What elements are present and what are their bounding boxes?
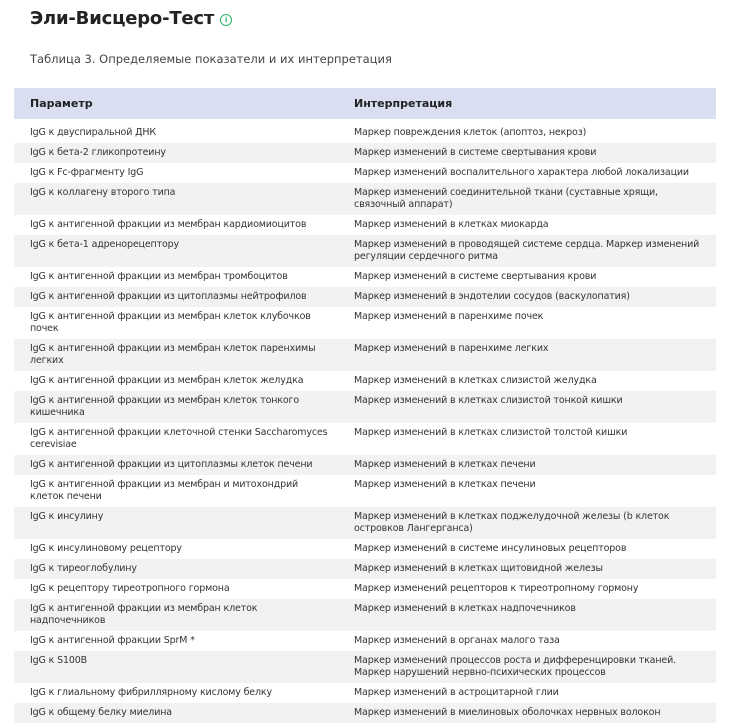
- table-row: [14, 163, 716, 183]
- table-row: [14, 539, 716, 559]
- interpretation-cell: Маркер изменений в эндотелии сосудов (васкулопатия): [340, 287, 716, 307]
- parameter-cell: IgG к антигенной фракции из мембран и митохондрий клеток печени: [30, 479, 299, 502]
- parameter-cell: IgG к двуспиральной ДНК: [30, 127, 156, 138]
- table-row: [14, 507, 716, 539]
- parameter-cell: IgG к глиальному фибриллярному кислому белку: [30, 687, 272, 698]
- table-body: [14, 119, 716, 723]
- interpretation-cell: Маркер изменений в паренхиме почек: [354, 311, 544, 322]
- table-row: [14, 307, 716, 339]
- page-title: Эли-Висцеро-Тест: [30, 8, 215, 29]
- interpretation-cell: Маркер изменений в клетках печени: [340, 455, 716, 475]
- title-row: [30, 8, 232, 29]
- table-row: [14, 391, 716, 423]
- table-row: [14, 143, 716, 163]
- parameter-cell: IgG к антигенной фракции из мембран клеток желудка: [30, 375, 304, 386]
- table-row: [14, 631, 716, 651]
- table-row: [14, 559, 716, 579]
- interpretation-cell: Маркер изменений в системе свертывания крови: [340, 143, 716, 163]
- parameter-cell: IgG к тиреоглобулину: [14, 559, 340, 579]
- table-row: [14, 423, 716, 455]
- table-row: [14, 215, 716, 235]
- table-row: [14, 703, 716, 723]
- interpretation-cell: Маркер изменений соединительной ткани (суставные хрящи, связочный аппарат): [340, 183, 716, 215]
- table-row: [14, 287, 716, 307]
- table-row: [14, 339, 716, 371]
- parameter-cell: IgG к антигенной фракции клеточной стенки Saccharomyces cerevisiae: [30, 427, 328, 450]
- table-row: [14, 683, 716, 703]
- interpretation-cell: Маркер повреждения клеток (апоптоз, некроз): [354, 127, 587, 138]
- parameter-cell: IgG к S100B: [14, 651, 340, 683]
- interpretation-cell: Маркер изменений в клетках поджелудочной железы (b клеток островков Лангерганса): [340, 507, 716, 539]
- interpretation-cell: Маркер изменений рецепторов к тиреотропному гормону: [354, 583, 639, 594]
- interpretation-cell: Маркер изменений в клетках слизистой толстой кишки: [354, 427, 628, 438]
- indicators-table: [14, 88, 716, 723]
- parameter-cell: IgG к общему белку миелина: [14, 703, 340, 723]
- interpretation-cell: Маркер изменений в клетках надпочечников: [340, 599, 716, 631]
- interpretation-cell: Маркер изменений в астроцитарной глии: [354, 687, 559, 698]
- table-row: [14, 475, 716, 507]
- interpretation-cell: Маркер изменений в проводящей системе сердца. Маркер изменений регуляции сердечного ритма: [340, 235, 716, 267]
- table-caption: Таблица 3. Определяемые показатели и их интерпретация: [30, 52, 392, 66]
- table-row: [14, 651, 716, 683]
- parameter-cell: IgG к антигенной фракции из мембран клеток паренхимы легких: [14, 339, 340, 371]
- parameter-cell: IgG к антигенной фракции из цитоплазмы клеток печени: [14, 455, 340, 475]
- interpretation-cell: Маркер изменений воспалительного характера любой локализации: [354, 167, 689, 178]
- table-row: [14, 267, 716, 287]
- interpretation-cell: Маркер изменений в системе свертывания крови: [354, 271, 597, 282]
- column-header-parameter: Параметр: [14, 88, 340, 119]
- parameter-cell: IgG к Fc-фрагменту IgG: [30, 167, 144, 178]
- parameter-cell: IgG к инсулину: [14, 507, 340, 539]
- parameter-cell: IgG к бета-2 гликопротеину: [14, 143, 340, 163]
- parameter-cell: IgG к бета-1 адренорецептору: [14, 235, 340, 267]
- table-row: [14, 119, 716, 143]
- parameter-cell: IgG к антигенной фракции из мембран клеток надпочечников: [14, 599, 340, 631]
- table-row: [14, 183, 716, 215]
- parameter-cell: IgG к антигенной фракции из мембран кардиомиоцитов: [30, 219, 307, 230]
- table-row: [14, 235, 716, 267]
- parameter-cell: IgG к антигенной фракции из цитоплазмы нейтрофилов: [14, 287, 340, 307]
- table-row: [14, 455, 716, 475]
- parameter-cell: IgG к антигенной фракции из мембран клеток тонкого кишечника: [14, 391, 340, 423]
- parameter-cell: IgG к рецептору тиреотропного гормона: [30, 583, 230, 594]
- interpretation-cell: Маркер изменений в клетках слизистой желудка: [354, 375, 597, 386]
- table-header-row: [14, 88, 716, 119]
- interpretation-cell: Маркер изменений в клетках слизистой тонкой кишки: [340, 391, 716, 423]
- interpretation-cell: Маркер изменений в миелиновых оболочках нервных волокон: [340, 703, 716, 723]
- interpretation-cell: Маркер изменений в клетках печени: [354, 479, 536, 490]
- interpretation-cell: Маркер изменений в клетках миокарда: [354, 219, 549, 230]
- parameter-cell: IgG к антигенной фракции SprM *: [30, 635, 195, 646]
- parameter-cell: IgG к антигенной фракции из мембран тромбоцитов: [30, 271, 288, 282]
- interpretation-cell: Маркер изменений в паренхиме легких: [340, 339, 716, 371]
- parameter-cell: IgG к антигенной фракции из мембран клеток клубочков почек: [30, 311, 311, 334]
- interpretation-cell: Маркер изменений в системе инсулиновых рецепторов: [354, 543, 627, 554]
- parameter-cell: IgG к коллагену второго типа: [14, 183, 340, 215]
- interpretation-cell: Маркер изменений в органах малого таза: [354, 635, 560, 646]
- table-row: [14, 579, 716, 599]
- table-row: [14, 599, 716, 631]
- info-icon[interactable]: i: [220, 14, 232, 26]
- parameter-cell: IgG к инсулиновому рецептору: [30, 543, 182, 554]
- interpretation-cell: Маркер изменений в клетках щитовидной железы: [340, 559, 716, 579]
- interpretation-cell: Маркер изменений процессов роста и дифференцировки тканей. Маркер нарушений нервно-психических процессов: [340, 651, 716, 683]
- column-header-interpretation: Интерпретация: [340, 88, 716, 119]
- table-row: [14, 371, 716, 391]
